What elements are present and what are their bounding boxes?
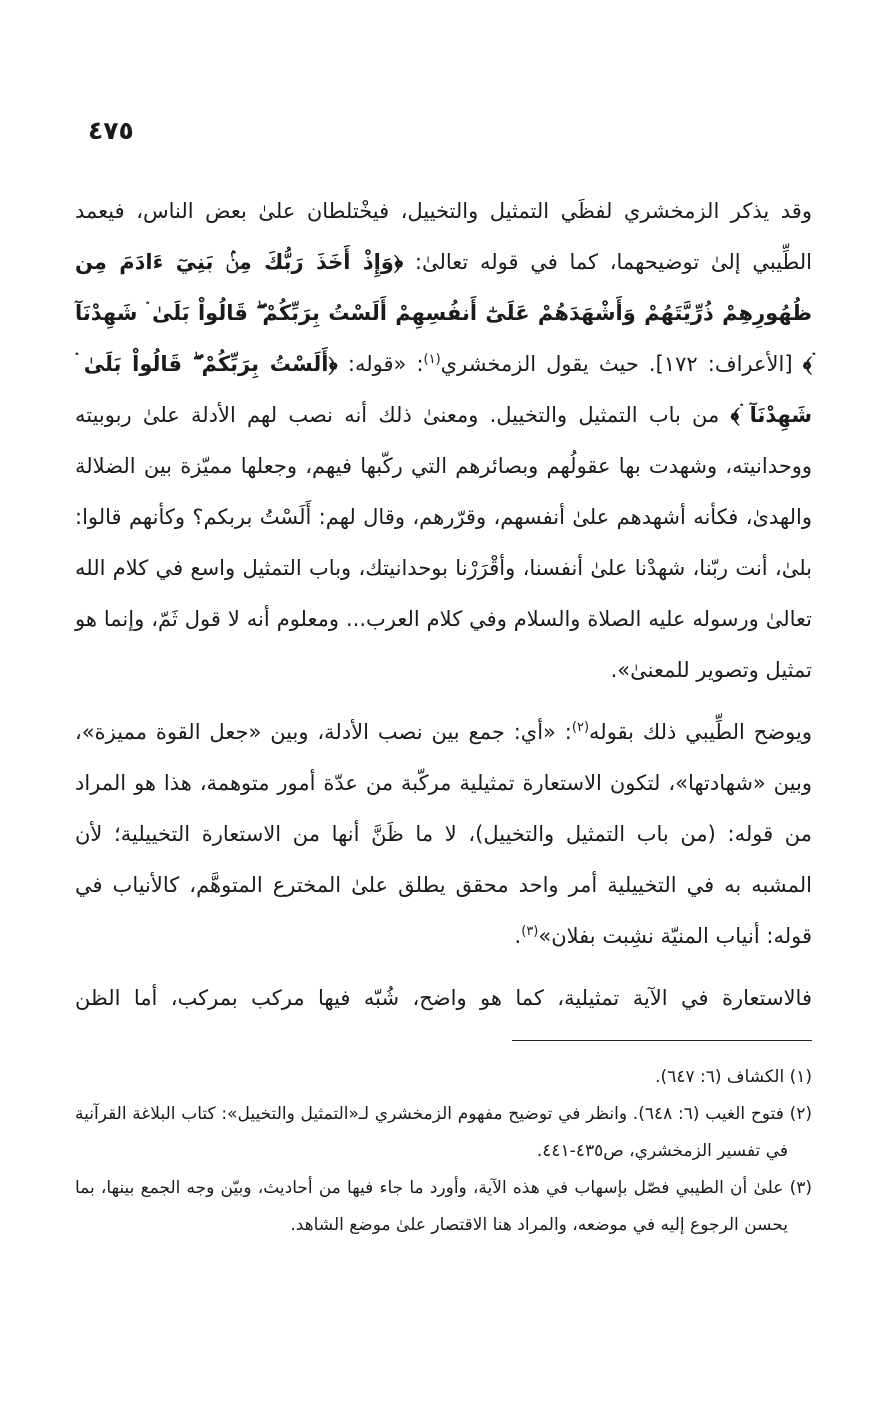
paragraph-1 (75, 186, 812, 696)
footnote-3 (75, 1170, 812, 1244)
page-number: ٤٧٥ (88, 116, 134, 145)
quran-verse-1: ﴿وَإِذْ أَخَذَ رَبُّكَ مِنۢ بَنِيٓ ءَادَمَ مِن ظُهُورِهِمْ ذُرِّيَّتَهُمْ وَأَشْهَدَهُمْ عَلَىٰٓ أَنفُسِهِمْ أَلَسْتُ بِرَبِّكُمْ ۖ قَالُواْ بَلَىٰ ۛ شَهِدْنَآ ۛ﴾ (75, 250, 812, 376)
footnote-text: علىٰ أن الطيبي فصّل بإسهاب في هذه الآية، وأورد ما جاء فيها من أحاديث، وبيّن وجه الجمع بينها، بما يحسن الرجوع إليه في موضعه، والمراد هنا الاقتصار علىٰ موضع الشاهد. (75, 1178, 788, 1235)
footnote-number: (٢) (789, 1104, 812, 1124)
footnote-number: (١) (789, 1067, 812, 1087)
quote-open: : «قوله: (337, 352, 424, 376)
footnotes (75, 1059, 812, 1244)
footnote-ref-1: (١) (423, 352, 441, 367)
footnote-2 (75, 1096, 812, 1170)
footnote-ref-2: (٢) (571, 720, 590, 735)
paragraph-3-text: فالاستعارة في الآية تمثيلية، كما هو واضح، شُبّه فيها مركب بمركب، أما الظن (75, 986, 812, 1010)
quran-verse-2: ﴿أَلَسْتُ بِرَبِّكُمْ ۖ قَالُواْ بَلَىٰ ۛ شَهِدْنَآ ۛ﴾ (75, 352, 813, 427)
paragraph-1-rest: من باب التمثيل والتخييل. ومعنىٰ ذلك أنه نصب لهم الأدلة علىٰ ربوبيته ووحدانيته، وشهدت بها عقولُهم وبصائرهم التي ركّبها فيهم، وجعلها مميّزة بين الضلالة والهدىٰ، فكأنه أشهدهم علىٰ أنفسهم، وقرّرهم، وقال لهم: أَلَسْتُ بربكم؟ وكأنهم قالوا: بلىٰ، أنت ربّنا، شهدْنا علىٰ أنفسنا، وأقْرَرْنا بوحدانيتك، وباب التمثيل واسع في كلام الله تعالىٰ ورسوله عليه الصلاة والسلام وفي كلام العرب... ومعلوم أنه لا قول ثَمّ، وإنما هو تمثيل وتصوير للمعنىٰ». (75, 403, 812, 682)
footnote-separator (512, 1040, 812, 1041)
footnote-ref-3: (٣) (521, 924, 539, 939)
paragraph-1-intro: وقد يذكر الزمخشري لفظَي التمثيل والتخييل، فيخْتلطان علىٰ بعض الناس، فيعمد الطِّيبي إلىٰ توضيحهما، كما في قوله تعالىٰ: (75, 199, 812, 274)
footnote-text: الكشاف (٦: ٦٤٧). (655, 1067, 785, 1087)
paragraph-2 (75, 707, 812, 962)
body-text (75, 186, 812, 1024)
paragraph-2-intro: ويوضح الطِّيبي ذلك بقوله (589, 720, 812, 744)
footnote-1 (75, 1059, 812, 1096)
paragraph-3 (75, 973, 812, 1024)
verse-citation: [الأعراف: ١٧٢]. حيث يقول الزمخشري (440, 352, 803, 376)
footnote-number: (٣) (789, 1178, 812, 1198)
footnote-text: فتوح الغيب (٦: ٦٤٨). وانظر في توضيح مفهوم الزمخشري لـ«التمثيل والتخييل»: كتاب البلاغة القرآنية في تفسير الزمخشري، ص٤٣٥-٤٤١. (75, 1104, 788, 1161)
paragraph-2-text: : «أي: جمع بين نصب الأدلة، وبين «جعل القوة مميزة»، وبين «شهادتها»، لتكون الاستعارة تمثيلية مركّبة من عدّة أمور متوهمة، هذا هو المراد من قوله: (من باب التمثيل والتخييل)، لا ما ظَنَّ أنها من الاستعارة التخييلية؛ لأن المشبه به في التخييلية أمر واحد محقق يطلق علىٰ المخترع المتوهَّم، كالأنياب في قوله: أنياب المنيّة نشِبت بفلان» (75, 720, 812, 948)
page-content (75, 186, 812, 1244)
paragraph-2-end: . (514, 924, 522, 948)
